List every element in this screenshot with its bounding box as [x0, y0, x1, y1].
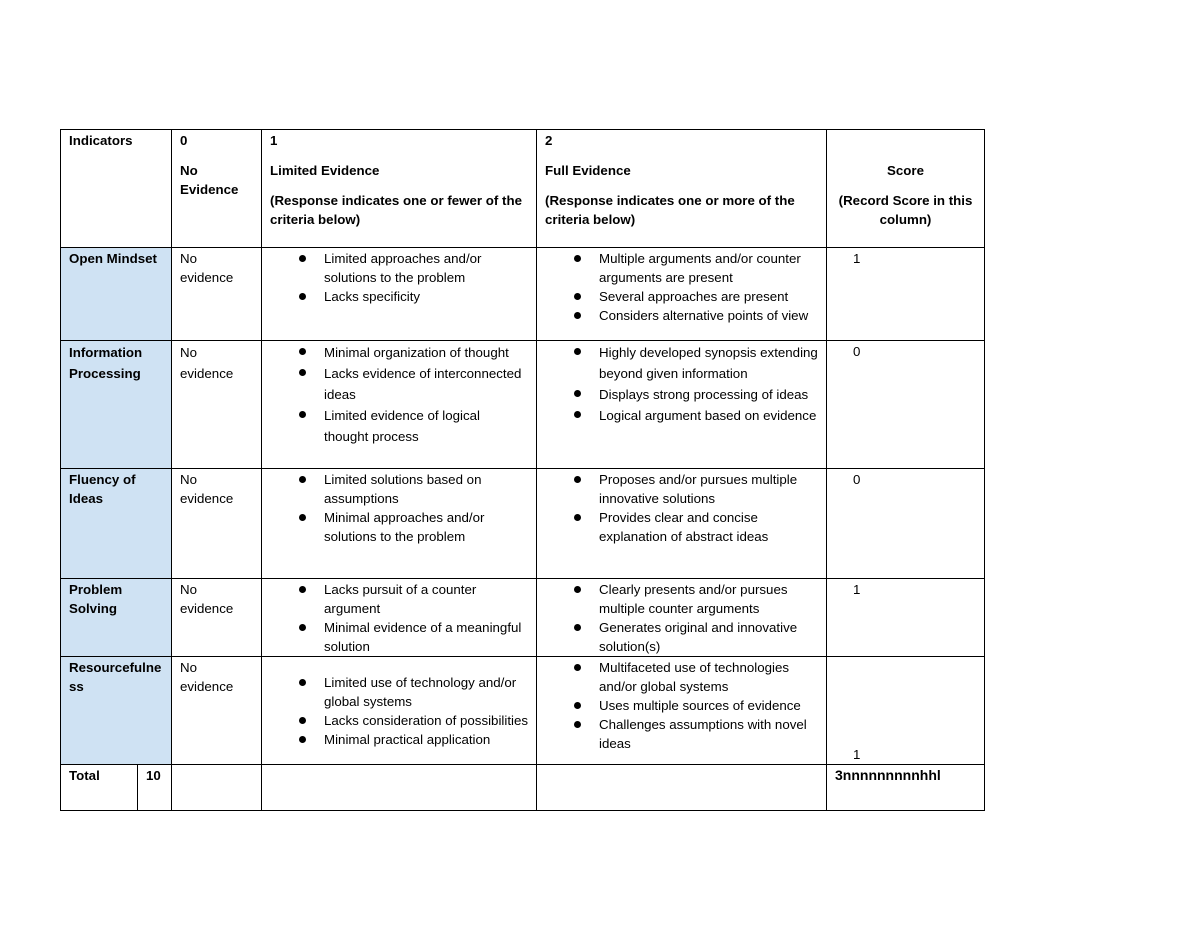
criterion-item: Challenges assumptions with novel ideas	[545, 715, 818, 753]
no-evidence-cell: No evidence	[172, 248, 262, 341]
criterion-item: Multifaceted use of technologies and/or global systems	[545, 658, 818, 696]
limited-evidence-header	[262, 130, 537, 248]
score-cell: 1	[827, 579, 985, 657]
score-cell: 1	[827, 248, 985, 341]
criterion-item: Uses multiple sources of evidence	[545, 696, 818, 715]
row-resourcefulness	[61, 657, 985, 765]
indicator-label: Problem Solving	[61, 579, 172, 657]
total-empty-cell	[537, 765, 827, 811]
limited-criteria	[262, 341, 537, 469]
criterion-item: Highly developed synopsis extending beyond given information	[545, 342, 818, 384]
score-cell: 1	[827, 657, 985, 765]
total-empty-cell	[262, 765, 537, 811]
no-evidence-cell: No evidence	[172, 657, 262, 765]
indicator-label: Open Mindset	[61, 248, 172, 341]
criterion-item: Logical argument based on evidence	[545, 405, 818, 426]
full-criteria	[537, 657, 827, 765]
criterion-item: Multiple arguments and/or counter arguments are present	[545, 249, 818, 287]
rubric-table	[60, 129, 985, 811]
criterion-item: Displays strong processing of ideas	[545, 384, 818, 405]
no-evidence-cell: No evidence	[172, 469, 262, 579]
row-problem-solving	[61, 579, 985, 657]
criterion-item: Limited solutions based on assumptions	[270, 470, 528, 508]
no-evidence-cell: No evidence	[172, 579, 262, 657]
full-criteria	[537, 248, 827, 341]
row-open-mindset	[61, 248, 985, 341]
full-evidence-note: (Response indicates one or more of the criteria below)	[545, 193, 795, 227]
full-criteria	[537, 341, 827, 469]
criterion-item: Lacks pursuit of a counter argument	[270, 580, 528, 618]
criterion-item: Limited evidence of logical thought process	[270, 405, 528, 447]
score-cell: 0	[827, 469, 985, 579]
limited-criteria	[262, 579, 537, 657]
indicators-header: Indicators	[61, 130, 172, 248]
score-header	[827, 130, 985, 248]
row-total	[61, 765, 985, 811]
no-evidence-label: No Evidence	[180, 163, 239, 197]
full-evidence-header	[537, 130, 827, 248]
total-score: 3nnnnnnnnnhhl	[827, 765, 985, 811]
score-cell: 0	[827, 341, 985, 469]
total-label: Total	[61, 765, 138, 811]
indicator-label: Resourcefulness	[61, 657, 172, 765]
limited-criteria	[262, 657, 537, 765]
total-value: 10	[138, 765, 172, 811]
indicator-label: Information Processing	[61, 341, 172, 469]
criterion-item: Minimal organization of thought	[270, 342, 528, 363]
header-row	[61, 130, 985, 248]
criterion-item: Limited use of technology and/or global systems	[270, 673, 528, 711]
criterion-item: Lacks evidence of interconnected ideas	[270, 363, 528, 405]
criterion-item: Considers alternative points of view	[545, 306, 818, 325]
criterion-item: Clearly presents and/or pursues multiple counter arguments	[545, 580, 818, 618]
full-criteria	[537, 469, 827, 579]
criterion-item: Lacks consideration of possibilities	[270, 711, 528, 730]
criterion-item: Limited approaches and/or solutions to the problem	[270, 249, 528, 287]
full-evidence-label: Full Evidence	[545, 163, 631, 178]
full-evidence-number: 2	[545, 133, 553, 148]
limited-criteria	[262, 248, 537, 341]
row-information-processing	[61, 341, 985, 469]
criterion-item: Minimal evidence of a meaningful solution	[270, 618, 528, 656]
criterion-item: Minimal approaches and/or solutions to the problem	[270, 508, 528, 546]
criterion-item: Minimal practical application	[270, 730, 528, 749]
limited-evidence-number: 1	[270, 133, 278, 148]
score-label: Score	[887, 163, 924, 178]
criterion-item: Lacks specificity	[270, 287, 528, 306]
no-evidence-number: 0	[180, 133, 188, 148]
limited-evidence-note: (Response indicates one or fewer of the criteria below)	[270, 193, 522, 227]
limited-evidence-label: Limited Evidence	[270, 163, 380, 178]
indicator-label: Fluency of Ideas	[61, 469, 172, 579]
total-empty-cell	[172, 765, 262, 811]
score-note: (Record Score in this column)	[838, 193, 973, 227]
criterion-item: Proposes and/or pursues multiple innovative solutions	[545, 470, 818, 508]
criterion-item: Several approaches are present	[545, 287, 818, 306]
no-evidence-header	[172, 130, 262, 248]
criterion-item: Generates original and innovative solution(s)	[545, 618, 818, 656]
row-fluency-of-ideas	[61, 469, 985, 579]
limited-criteria	[262, 469, 537, 579]
no-evidence-cell: No evidence	[172, 341, 262, 469]
criterion-item: Provides clear and concise explanation of abstract ideas	[545, 508, 818, 546]
full-criteria	[537, 579, 827, 657]
